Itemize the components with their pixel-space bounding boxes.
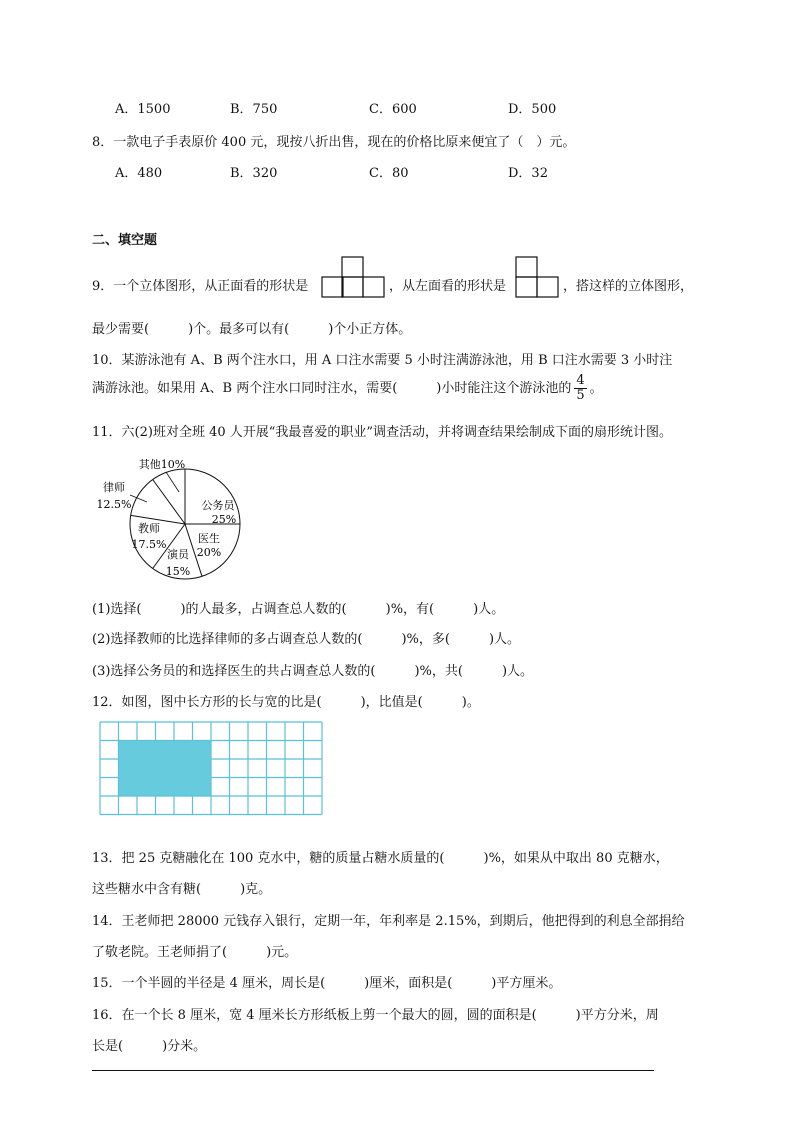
q8-option-a: A．480 xyxy=(115,166,163,181)
slice-value-3: 17.5% xyxy=(131,538,167,551)
slice-label-5: 其他10% xyxy=(138,458,186,471)
q9-part3: ，搭这样的立体图形， xyxy=(563,279,694,294)
slice-label-0: 公务员 xyxy=(201,499,235,512)
fraction-four-fifths xyxy=(574,374,586,403)
q11-sub2: (2)选择教师的比选择律师的多占调查总人数的( )%，多( )人。 xyxy=(92,632,521,647)
grid-figure xyxy=(99,721,324,817)
footer-rule xyxy=(92,1070,654,1071)
fraction-numerator: 4 xyxy=(576,373,585,388)
q13-line2: 这些糖水中含有糖( )克。 xyxy=(92,882,272,897)
q10-line1: 10．某游泳池有 A、B 两个注水口，用 A 口注水需要 5 小时注满游泳池，用 B 口注水需要 3 小时注 xyxy=(92,353,673,368)
q7-option-a: A．1500 xyxy=(115,102,171,117)
q16-line2: 长是( )分米。 xyxy=(92,1039,207,1054)
q9-part2: ，从左面看的形状是 xyxy=(389,279,507,294)
q8-option-d: D．32 xyxy=(508,166,548,181)
q8-option-c: C．80 xyxy=(369,166,409,181)
q7-option-b: B．750 xyxy=(230,102,278,117)
q16-line1: 16．在一个长 8 厘米，宽 4 厘米长方形纸板上剪一个最大的圆，圆的面积是( )平方分米，周 xyxy=(92,1008,659,1023)
pie-chart xyxy=(90,452,270,582)
front-view-figure xyxy=(321,256,387,299)
q7-option-c: C．600 xyxy=(369,102,417,117)
q14-line1: 14．王老师把 28000 元钱存入银行，定期一年，年利率是 2.15%，到期后，他把得到的利息全部捐给 xyxy=(92,914,685,929)
q10-line2-text: 满游泳池。如果用 A、B 两个注水口同时注水，需要( )小时能注这个游泳池的 xyxy=(92,381,572,396)
q9-line2: 最少需要( )个。最多可以有( )个小正方体。 xyxy=(92,322,412,337)
q8-question: 8．一款电子手表原价 400 元，现按八折出售，现在的价格比原来便宜了（ ）元。 xyxy=(92,135,576,150)
fraction-denominator: 5 xyxy=(576,388,585,403)
slice-value-0: 25% xyxy=(211,513,237,526)
q11-sub1: (1)选择( )的人最多，占调查总人数的( )%，有( )人。 xyxy=(92,602,505,617)
q9-part1: 9．一个立体图形，从正面看的形状是 xyxy=(92,279,309,294)
section-heading: 二、填空题 xyxy=(92,233,158,248)
q12-question: 12．如图，图中长方形的长与宽的比是( )，比值是( )。 xyxy=(92,695,480,710)
q8-option-b: B．320 xyxy=(230,166,278,181)
q11-sub3: (3)选择公务员的和选择医生的共占调查总人数的( )%，共( )人。 xyxy=(92,664,534,679)
slice-label-4: 律师 xyxy=(103,481,125,494)
q11-question: 11．六(2)班对全班 40 人开展“我最喜爱的职业”调查活动，并将调查结果绘制成下面的扇形统计图。 xyxy=(92,425,673,440)
q14-line2: 了敬老院。王老师捐了( )元。 xyxy=(92,945,298,960)
slice-value-2: 15% xyxy=(165,565,191,578)
slice-value-4: 12.5% xyxy=(96,498,132,511)
slice-label-1: 医生 xyxy=(198,532,220,545)
left-view-figure xyxy=(515,256,561,299)
q10-line2 xyxy=(92,374,603,403)
q13-line1: 13．把 25 克糖融化在 100 克水中，糖的质量占糖水质量的( )%，如果从中取出 80 克糖水， xyxy=(92,851,669,866)
slice-label-3: 教师 xyxy=(138,522,160,535)
q7-option-d: D．500 xyxy=(508,102,557,117)
slice-label-2: 演员 xyxy=(167,548,189,561)
slice-value-1: 20% xyxy=(196,546,222,559)
shaded-rectangle xyxy=(119,741,212,797)
q15-question: 15．一个半圆的半径是 4 厘米，周长是( )厘米，面积是( )平方厘米。 xyxy=(92,976,562,991)
q10-line2-end: 。 xyxy=(589,381,603,396)
